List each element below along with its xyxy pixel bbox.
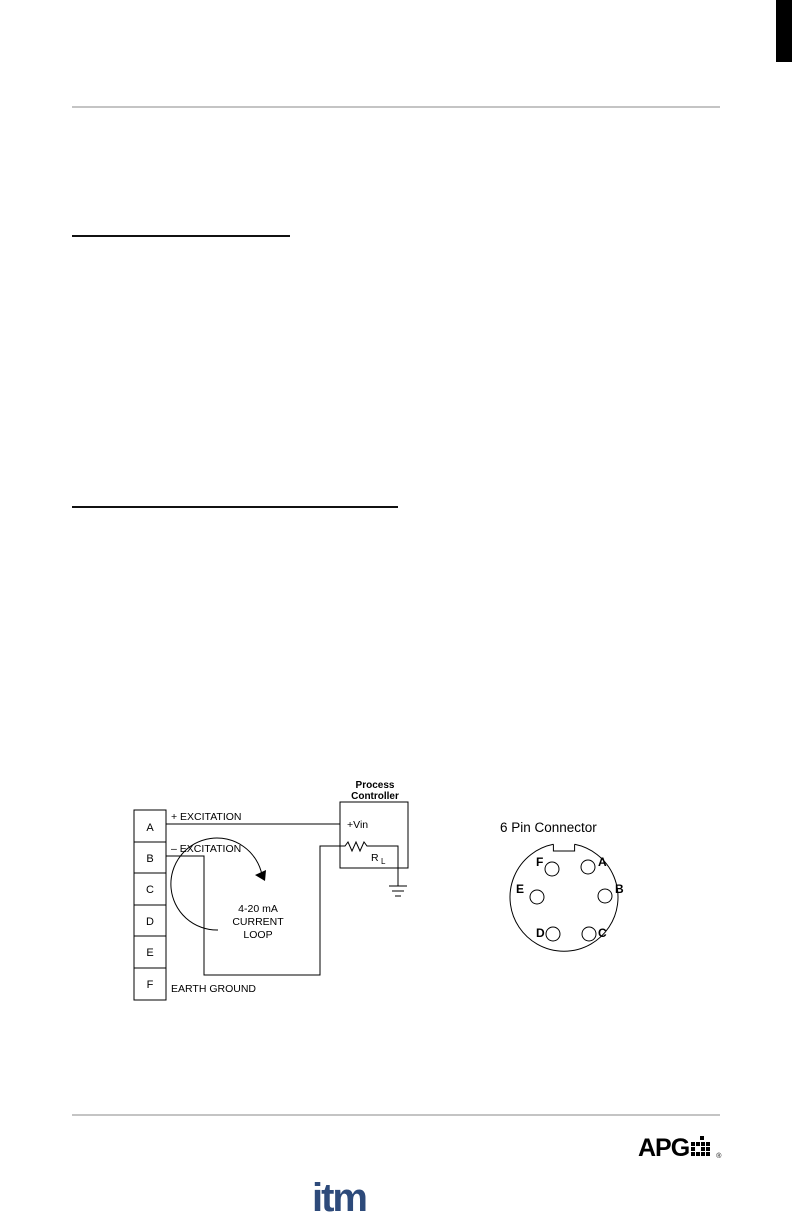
controller-label-line1: Process: [355, 780, 395, 791]
rl-subscript: L: [381, 857, 386, 866]
pin-d: [546, 927, 560, 941]
pin-c: [582, 927, 596, 941]
itm-watermark-text: itm: [312, 1176, 366, 1220]
pin-label-a: A: [598, 855, 607, 869]
loop-label-line2: CURRENT: [232, 916, 284, 928]
terminal-label-e: E: [146, 947, 154, 959]
apg-logo-text: APG: [638, 1134, 690, 1162]
load-resistor-icon: [342, 842, 398, 886]
rl-label: R: [371, 852, 379, 864]
pin-label-b: B: [615, 882, 624, 896]
loop-label-line1: 4-20 mA: [238, 903, 278, 915]
connector-key-notch: [553, 844, 574, 851]
pin-a: [581, 860, 595, 874]
connector-title: 6 Pin Connector: [500, 820, 597, 835]
earth-ground-label: EARTH GROUND: [171, 983, 256, 995]
terminal-label-a: A: [146, 822, 154, 834]
footer-rule: [72, 1114, 720, 1116]
page-edge-tab: [776, 0, 792, 62]
vin-label: +Vin: [347, 819, 369, 831]
pin-b: [598, 889, 612, 903]
controller-label-line2: Controller: [351, 791, 399, 802]
section-heading-underline-1: [72, 235, 290, 237]
minus-excitation-label: – EXCITATION: [171, 843, 242, 855]
pin-label-d: D: [536, 926, 545, 940]
pin-label-c: C: [598, 926, 607, 940]
plus-excitation-label: + EXCITATION: [171, 811, 242, 823]
wiring-diagram: [0, 760, 792, 1020]
apg-logo-grid-icon: [691, 1136, 715, 1158]
section-heading-underline-2: [72, 506, 398, 508]
itm-watermark-logo: [312, 1178, 386, 1218]
header-rule: [72, 106, 720, 108]
apg-logo: APG ®: [638, 1134, 722, 1162]
pin-label-f: F: [536, 855, 544, 869]
terminal-label-c: C: [146, 884, 154, 896]
terminal-block: [134, 810, 166, 1000]
pin-e: [530, 890, 544, 904]
loop-label-line3: LOOP: [243, 929, 273, 941]
terminal-label-b: B: [146, 853, 154, 865]
terminal-label-d: D: [146, 916, 154, 928]
pin-f: [545, 862, 559, 876]
pin-label-e: E: [516, 882, 525, 896]
terminal-label-f: F: [146, 979, 154, 991]
